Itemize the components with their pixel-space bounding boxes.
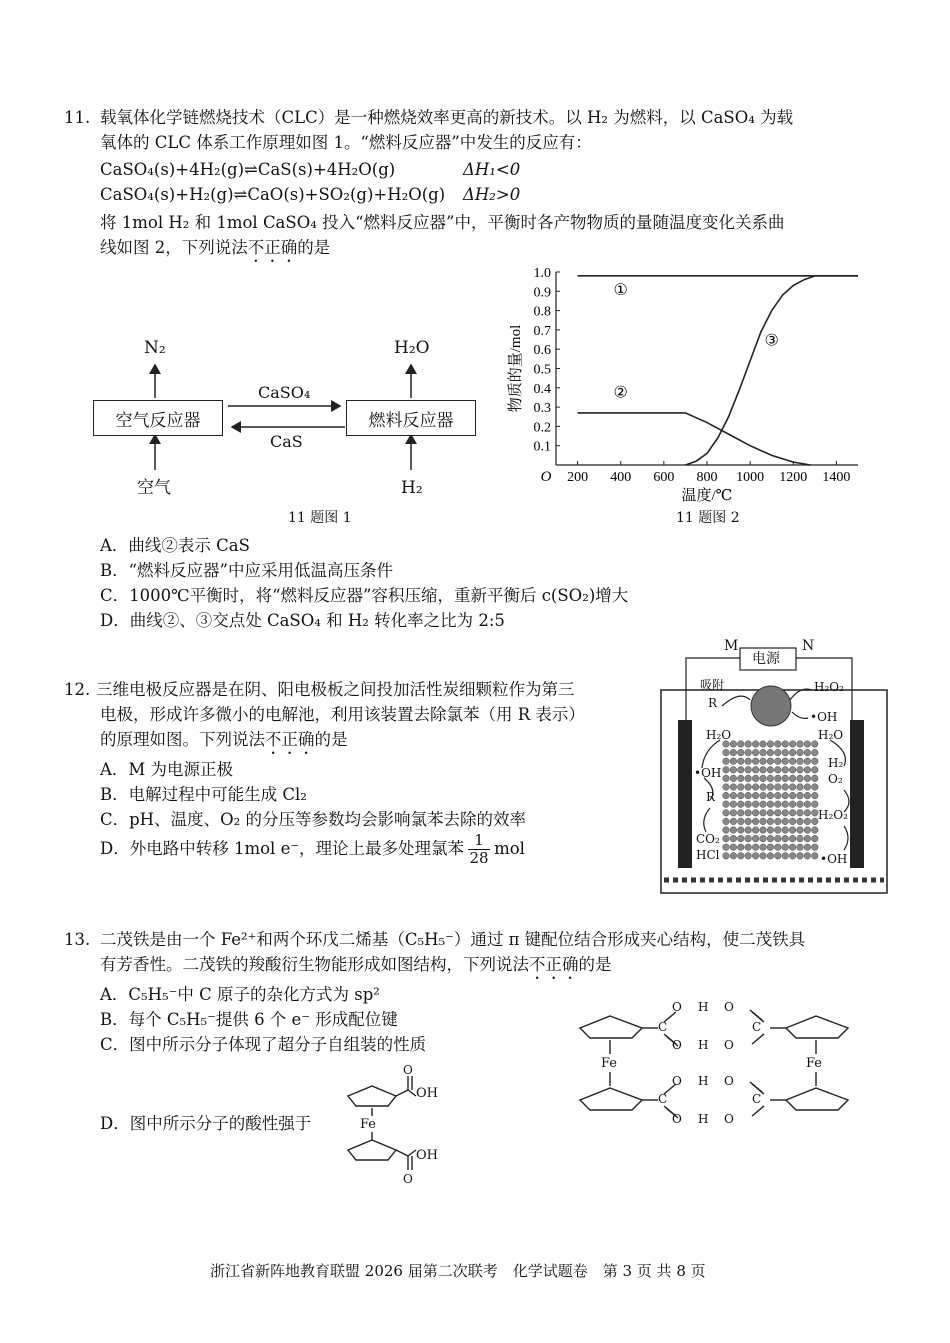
- q13-emphasis: 不正确: [529, 955, 579, 974]
- ring-top-left-icon: [580, 1016, 642, 1038]
- q11-option-c: C．1000℃平衡时，将“燃料反应器”容积压缩，重新平衡后 c(SO₂)增大: [100, 586, 629, 605]
- q12-option-b: B．电解过程中可能生成 Cl₂: [100, 785, 307, 804]
- label-oh-left: •OH: [694, 766, 722, 780]
- q12-option-c: C．pH、温度、O₂ 的分压等参数均会影响氯苯去除的效率: [100, 810, 526, 829]
- x-tick-label: 400: [610, 470, 632, 485]
- y-tick-label: 0.2: [533, 420, 551, 436]
- label-oh-right: •OH: [820, 852, 848, 866]
- dimer-fe-left: Fe: [601, 1056, 618, 1071]
- page-footer: 浙江省新阵地教育联盟 2026 届第二次联考 化学试题卷 第 3 页 共 8 页: [210, 1262, 706, 1280]
- label-h2o-right: H₂O: [818, 728, 844, 742]
- dimer-c-1: C: [658, 1020, 668, 1034]
- q13-option-d: D．图中所示分子的酸性强于: [100, 1114, 312, 1133]
- q12-line3-pre: 的原理如图。下列说法: [100, 730, 265, 749]
- q12-fraction-num: 1: [474, 831, 484, 849]
- q12-figure: [660, 640, 890, 895]
- q12-number: 12.: [64, 680, 91, 699]
- dimer-h-1: H: [698, 1000, 709, 1014]
- left-electrode: [678, 720, 692, 868]
- label-r-top: R: [708, 696, 718, 710]
- q12-option-d: [100, 832, 525, 866]
- q11-figure1: [88, 330, 488, 530]
- series-label-3: ③: [764, 332, 779, 350]
- y-tick-label: 1.0: [533, 266, 551, 281]
- series-line-2: [578, 413, 811, 465]
- x-tick-label: 200: [567, 470, 589, 485]
- fig2-caption: 11 题图 2: [676, 510, 740, 526]
- q11-eq2: CaSO₄(s)+H₂(g)⇌CaO(s)+SO₂(g)+H₂O(g): [100, 185, 446, 204]
- upper-cp-ring-icon: [348, 1086, 396, 1106]
- air-reactor-box: 空气反应器: [93, 400, 223, 436]
- q12-option-d-text: D．外电路中转移 1mol e⁻，理论上最多处理氯苯: [100, 839, 465, 859]
- q12-line1: 三维电极反应器是在阴、阳电极板之间投加活性炭细颗粒作为第三: [96, 680, 575, 699]
- label-h2o: H₂O: [394, 338, 430, 358]
- label-r-left: R: [706, 790, 716, 804]
- x-tick-label: 1400: [822, 470, 851, 485]
- q11-option-d: D．曲线②、③交点处 CaSO₄ 和 H₂ 转化率之比为 2:5: [100, 611, 505, 630]
- q13-option-a: A．C₅H₅⁻中 C 原子的杂化方式为 sp²: [100, 985, 380, 1004]
- dimer-h-2: H: [698, 1038, 709, 1052]
- small-fe: Fe: [360, 1117, 377, 1132]
- label-h2-right: H₂: [828, 756, 844, 770]
- power-label: 电源: [752, 651, 780, 667]
- dimer-o-3: O: [672, 1038, 682, 1052]
- q11-line4-post: 的是: [297, 238, 331, 257]
- dimer-o-4: O: [724, 1038, 734, 1052]
- q13-line2-pre: 有芳香性。二茂铁的羧酸衍生物能形成如图结构，下列说法: [100, 955, 529, 974]
- q11-line4-pre: 线如图 2，下列说法: [100, 238, 248, 257]
- ring-bottom-left-icon: [580, 1088, 642, 1110]
- label-h2o-left: H₂O: [706, 728, 732, 742]
- q12-option-a: A．M 为电源正极: [100, 760, 234, 779]
- q12-option-d-unit: mol: [494, 839, 525, 859]
- dimer-c-4: C: [752, 1092, 762, 1106]
- x-tick-label: 800: [696, 470, 718, 485]
- ferrocene-dicarboxylic-acid: [336, 1070, 466, 1185]
- ring-top-right-icon: [786, 1016, 848, 1038]
- q11-dh2: ΔH₂>0: [463, 185, 521, 204]
- q12-line3-post: 的是: [314, 730, 348, 749]
- label-caso4: CaSO₄: [258, 383, 311, 402]
- q13-option-c: C．图中所示分子体现了超分子自组装的性质: [100, 1035, 427, 1054]
- ring-bottom-right-icon: [786, 1088, 848, 1110]
- y-tick-label: 0.7: [533, 323, 551, 339]
- label-adsorb: 吸附: [700, 678, 725, 692]
- q13-number: 13.: [64, 930, 91, 949]
- right-electrode: [850, 720, 864, 868]
- carbon-particle-bed: [723, 741, 818, 859]
- x-tick-label: 1200: [779, 470, 808, 485]
- dimer-c-2: C: [752, 1020, 762, 1034]
- y-tick-label: 0.6: [533, 343, 551, 359]
- origin-label: O: [540, 469, 552, 485]
- y-tick-label: 0.4: [533, 381, 551, 397]
- y-tick-label: 0.9: [533, 285, 551, 301]
- dimer-o-5: O: [672, 1074, 682, 1088]
- label-co2: CO₂: [696, 832, 720, 846]
- dimer-c-3: C: [658, 1092, 668, 1106]
- label-air: 空气: [137, 478, 171, 498]
- lower-cp-ring-icon: [348, 1140, 396, 1160]
- y-axis-label: 物质的量/mol: [508, 324, 524, 413]
- q12-fraction-den: 28: [469, 848, 489, 867]
- q11-option-b: B．“燃料反应器”中应采用低温高压条件: [100, 561, 393, 580]
- label-o2-right: O₂: [828, 772, 843, 786]
- q11-chart: [500, 262, 880, 502]
- q11-line1: 载氧体化学链燃烧技术（CLC）是一种燃烧效率更高的新技术。以 H₂ 为燃料，以 CaSO₄ 为载: [100, 108, 794, 127]
- q11-option-a: A．曲线②表示 CaS: [100, 536, 250, 555]
- q11-dh1: ΔH₁<0: [463, 160, 521, 179]
- q13-option-b: B．每个 C₅H₅⁻提供 6 个 e⁻ 形成配位键: [100, 1010, 398, 1029]
- dimer-h-4: H: [698, 1112, 709, 1126]
- q11-eq1: CaSO₄(s)+4H₂(g)⇌CaS(s)+4H₂O(g): [100, 160, 396, 179]
- q12-fraction: [468, 832, 490, 866]
- fig1-caption: 11 题图 1: [288, 510, 352, 526]
- dimer-o-6: O: [724, 1074, 734, 1088]
- q11-line2: 氧体的 CLC 体系工作原理如图 1。“燃料反应器”中发生的反应有：: [100, 133, 592, 152]
- x-tick-label: 600: [653, 470, 675, 485]
- small-o-top: O: [403, 1063, 413, 1077]
- dimer-o-1: O: [672, 1000, 682, 1014]
- q11-line4: [100, 238, 330, 266]
- x-tick-label: 1000: [736, 470, 765, 485]
- label-h2o2-right: H₂O₂: [818, 808, 848, 822]
- label-n: N: [802, 638, 815, 654]
- series-line-3: [685, 276, 858, 465]
- q11-emphasis: 不正确: [247, 238, 298, 257]
- label-m: M: [724, 638, 739, 654]
- dimer-fe-right: Fe: [806, 1056, 823, 1071]
- y-tick-label: 0.8: [533, 304, 551, 320]
- q11-number: 11.: [64, 108, 91, 127]
- label-h2: H₂: [401, 478, 423, 498]
- label-cas: CaS: [270, 432, 303, 451]
- q12-emphasis: 不正确: [265, 730, 315, 749]
- series-label-1: ①: [613, 282, 628, 300]
- carbon-particle: [751, 686, 791, 726]
- q13-line2: [100, 955, 612, 983]
- series-label-2: ②: [613, 384, 628, 402]
- dimer-o-8: O: [724, 1112, 734, 1126]
- q12-line2: 电极，形成许多微小的电解池，利用该装置去除氯苯（用 R 表示）: [100, 705, 585, 724]
- q13-line2-post: 的是: [578, 955, 612, 974]
- label-hcl: HCl: [696, 848, 720, 862]
- q12-line3: [100, 730, 348, 758]
- y-tick-label: 0.5: [533, 362, 551, 378]
- label-h2o2-top: H₂O₂: [814, 680, 844, 694]
- small-oh-top: OH: [416, 1086, 438, 1101]
- y-tick-label: 0.3: [533, 401, 551, 417]
- dimer-o-2: O: [724, 1000, 734, 1014]
- dimer-h-3: H: [698, 1074, 709, 1088]
- small-o-bottom: O: [403, 1172, 413, 1186]
- small-oh-bottom: OH: [416, 1148, 438, 1163]
- q11-line3: 将 1mol H₂ 和 1mol CaSO₄ 投入“燃料反应器”中，平衡时各产物物质的量随温度变化关系曲: [100, 213, 785, 232]
- y-tick-label: 0.1: [533, 439, 551, 455]
- label-oh-top: •OH: [810, 710, 838, 724]
- x-axis-label: 温度/℃: [681, 488, 733, 502]
- fuel-reactor-box: 燃料反应器: [346, 400, 476, 436]
- q13-line1: 二茂铁是由一个 Fe²⁺和两个环戊二烯基（C₅H₅⁻）通过 π 键配位结合形成夹心结构，使二茂铁具: [100, 930, 806, 949]
- label-n2: N₂: [144, 338, 166, 358]
- dimer-o-7: O: [672, 1112, 682, 1126]
